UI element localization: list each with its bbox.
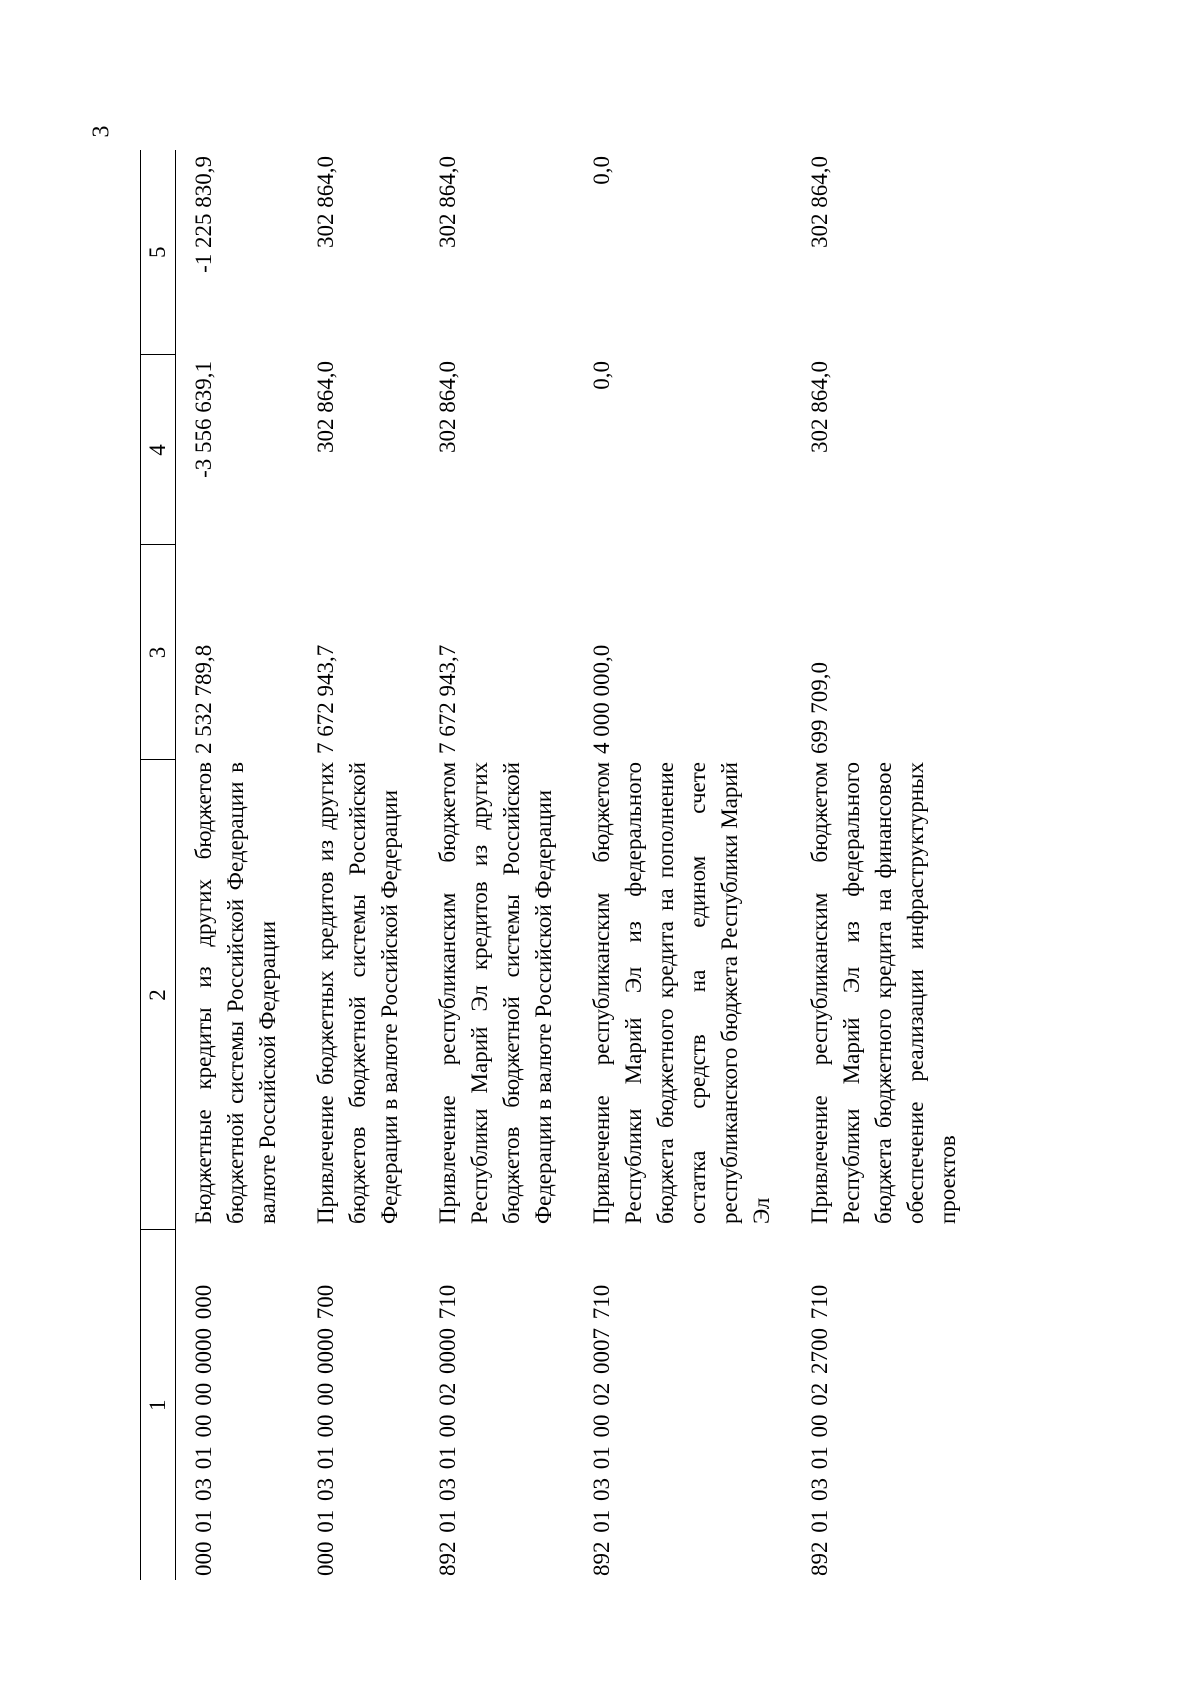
- row-description-lead: Привлечение: [589, 1095, 614, 1224]
- amount-col-3: 699 709,0: [807, 662, 832, 754]
- row-description-lead: Бюджетные: [191, 1109, 216, 1224]
- table-row: [792, 150, 978, 1580]
- amount-col-5: 302 864,0: [807, 156, 832, 248]
- header-col-5: 5: [141, 150, 176, 355]
- amount-col-4: 302 864,0: [807, 361, 832, 453]
- row-description-rest: республиканским бюджетом Республики Марий Эл кредитов из других бюджетов бюджетной системы Российской Федерации в валюте Российской Федерации: [435, 762, 556, 1224]
- table-row: [420, 150, 574, 1580]
- amount-col-3: 7 672 943,7: [435, 644, 460, 754]
- header-col-2: 2: [141, 760, 176, 1230]
- sources-financing-table: [140, 150, 978, 1580]
- table-header-row: [141, 150, 176, 1580]
- amount-col-3: 2 532 789,8: [191, 644, 216, 754]
- table-row: [298, 150, 420, 1580]
- budget-code: 892 01 03 01 00 02 0007 710: [589, 1284, 614, 1576]
- header-col-3: 3: [141, 545, 176, 760]
- table-row: [176, 150, 299, 1580]
- row-description-rest: республиканским бюджетом Республики Марий Эл из федерального бюджета бюджетного кредита на пополнение остатка средств на едином счете республиканского бюджета Республики Марий Эл: [589, 762, 774, 1224]
- row-description-lead: Привлечение: [807, 1095, 832, 1224]
- row-description: [420, 760, 574, 1230]
- amount-col-5: 302 864,0: [435, 156, 460, 248]
- row-description-rest: бюджетных кредитов из других бюджетов бюджетной системы Российской Федерации в валюте Российской Федерации: [313, 761, 402, 1224]
- row-description: [792, 760, 978, 1230]
- row-description: [298, 760, 420, 1230]
- amount-col-3: 4 000 000,0: [589, 644, 614, 754]
- page-number: 3: [88, 125, 115, 138]
- header-col-1: 1: [141, 1230, 176, 1580]
- amount-col-5: 302 864,0: [313, 156, 338, 248]
- row-description-rest: республиканским бюджетом Республики Марий Эл из федерального бюджета бюджетного кредита на финансовое обеспечение реализации инфраструктурных проектов: [807, 762, 960, 1224]
- amount-col-4: 302 864,0: [435, 361, 460, 453]
- landscape-sheet: [140, 150, 960, 1580]
- header-col-4: 4: [141, 355, 176, 545]
- amount-col-4: 0,0: [589, 361, 614, 390]
- row-description: [176, 760, 299, 1230]
- budget-code: 892 01 03 01 00 02 2700 710: [807, 1284, 832, 1576]
- row-description: [574, 760, 792, 1230]
- row-description-lead: Привлечение: [435, 1095, 460, 1224]
- amount-col-5: 0,0: [589, 156, 614, 185]
- row-description-lead: Привлечение: [313, 1095, 338, 1224]
- budget-code: 000 01 03 01 00 00 0000 000: [191, 1284, 216, 1576]
- budget-code: 892 01 03 01 00 02 0000 710: [435, 1284, 460, 1576]
- table-body: [176, 150, 979, 1580]
- table-row: [574, 150, 792, 1580]
- row-description-rest: кредиты из других бюджетов бюджетной системы Российской Федерации в валюте Российской Федерации: [191, 761, 280, 1224]
- budget-code: 000 01 03 01 00 00 0000 700: [313, 1284, 338, 1576]
- amount-col-4: 302 864,0: [313, 361, 338, 453]
- amount-col-4: -3 556 639,1: [191, 361, 216, 478]
- amount-col-3: 7 672 943,7: [313, 644, 338, 754]
- amount-col-5: -1 225 830,9: [191, 156, 216, 273]
